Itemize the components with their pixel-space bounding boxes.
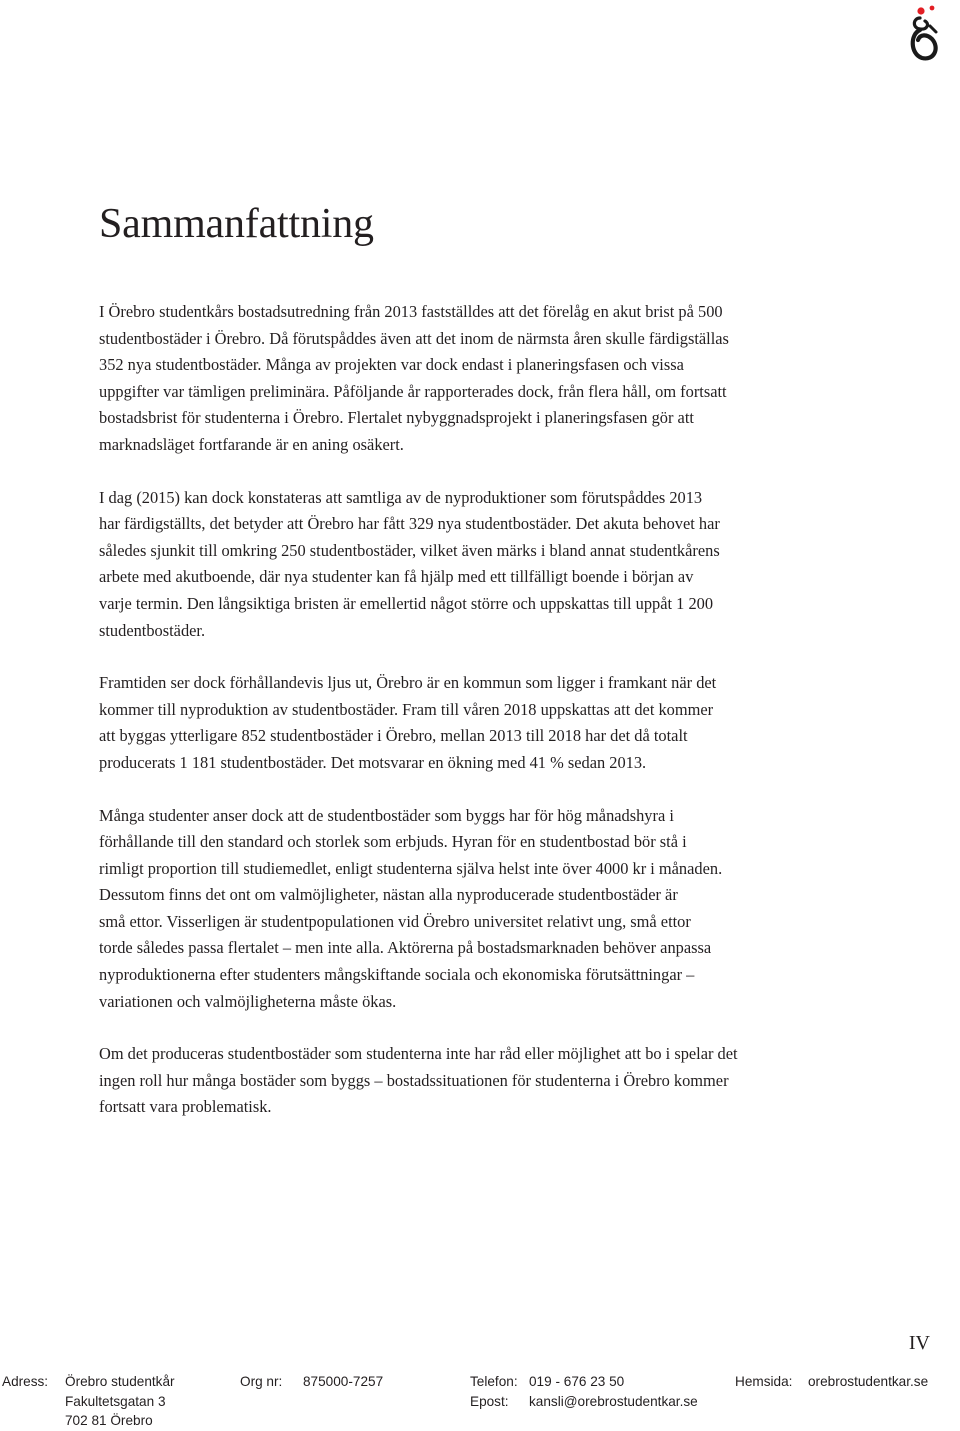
line: arbete med akutboende, där nya studenter kan få hjälp med ett tillfälligt boende i början av [99,567,694,587]
paragraph-1 [99,299,859,459]
line: har färdigställts, det betyder att Örebro har fått 329 nya studentbostäder. Det akuta behovet har [99,514,720,534]
line: studentbostäder i Örebro. Då förutspåddes även att det inom de närmsta åren skulle färdigställas [99,328,729,348]
line: nyproduktionerna efter studenters mångskiftande sociala och ekonomiska förutsättningar – [99,965,695,985]
line: I dag (2015) kan dock konstateras att samtliga av de nyproduktioner som förutspåddes 2013 [99,487,703,507]
line: fortsatt vara problematisk. [99,1097,272,1117]
line: Framtiden ser dock förhållandevis ljus ut, Örebro är en kommun som ligger i framkant när det [99,673,717,693]
line: varje termin. Den långsiktiga bristen är emellertid något större och uppskattas till uppåt 1 200 [99,593,714,613]
phone-label: Telefon: [470,1374,518,1389]
line: studentbostäder. [99,620,206,640]
email-link[interactable]: kansli@orebrostudentkar.se [529,1394,698,1409]
line: ingen roll hur många bostäder som byggs – bostadssituationen för studenterna i Örebro kommer [99,1070,729,1090]
line: rimligt proportion till studiemedlet, enligt studenterna själva helst inte över 4000 kr i månaden. [99,858,723,878]
logo-red-dot [917,7,924,14]
org-value: 875000-7257 [303,1374,384,1389]
line: 352 nya studentbostäder. Många av projekten var dock endast i planeringsfasen och vissa [99,355,684,375]
address-line-1: Örebro studentkår [65,1374,175,1389]
paragraph-2 [99,485,859,645]
paragraph-5 [99,1041,859,1121]
line: I Örebro studentkårs bostadsutredning från 2013 fastställdes att det förelåg en akut brist på 500 [99,302,723,321]
line: Dessutom finns det ont om valmöjligheter, nästan alla nyproducerade studentbostäder är [99,885,678,905]
address-line-2: Fakultetsgatan 3 [65,1394,166,1409]
web-link[interactable]: orebrostudentkar.se [808,1374,929,1389]
org-label: Org nr: [240,1374,283,1389]
page-number: IV [908,1332,930,1354]
line: således sjunkit till omkring 250 studentbostäder, vilket även märks i bland annat studentkårens [99,540,720,560]
line: kommer till nyproduktion av studentbostäder. Fram till våren 2018 uppskattas att det kommer [99,699,714,719]
address-line-3: 702 81 Örebro [65,1413,153,1428]
line: bostadsbrist för studenterna i Örebro. Flertalet nybyggnadsprojekt i planeringsfasen gör att [99,408,694,428]
phone-value: 019 - 676 23 50 [529,1374,625,1389]
line: marknadsläget fortfarande är en aning osäkert. [99,434,404,454]
paragraph-3 [99,670,859,776]
logo-red-dot-small [930,6,935,11]
line: Många studenter anser dock att de studentbostäder som byggs har för hög månadshyra i [99,805,674,825]
footer [0,1370,960,1427]
line: producerats 1 181 studentbostäder. Det motsvarar en ökning med 41 % sedan 2013. [99,752,647,772]
web-label: Hemsida: [735,1374,793,1389]
line: torde således passa flertalet – men inte alla. Aktörerna på bostadsmarknaden behöver anpassa [99,938,712,958]
line: förhållande till den standard och storlek som erbjuds. Hyran för en studentbostad bör stå i [99,832,687,852]
orebro-studentkar-logo-icon [908,4,942,64]
page-title: Sammanfattning [99,201,374,247]
paragraph-4 [99,803,859,1016]
line: små ettor. Visserligen är studentpopulationen vid Örebro universitet relativt ung, små ettor [99,911,691,931]
address-label: Adress: [2,1374,49,1389]
email-label: Epost: [470,1394,509,1409]
line: att byggas ytterligare 852 studentbostäder i Örebro, mellan 2013 till 2018 har det då totalt [99,726,688,746]
summary-body [99,299,859,1147]
line: variationen och valmöjligheterna måste ökas. [99,991,397,1011]
line: Om det produceras studentbostäder som studenterna inte har råd eller möjlighet att bo i spelar det [99,1044,738,1064]
line: uppgifter var tämligen preliminära. Påföljande år rapporterades dock, från flera håll, om fortsatt [99,381,727,401]
